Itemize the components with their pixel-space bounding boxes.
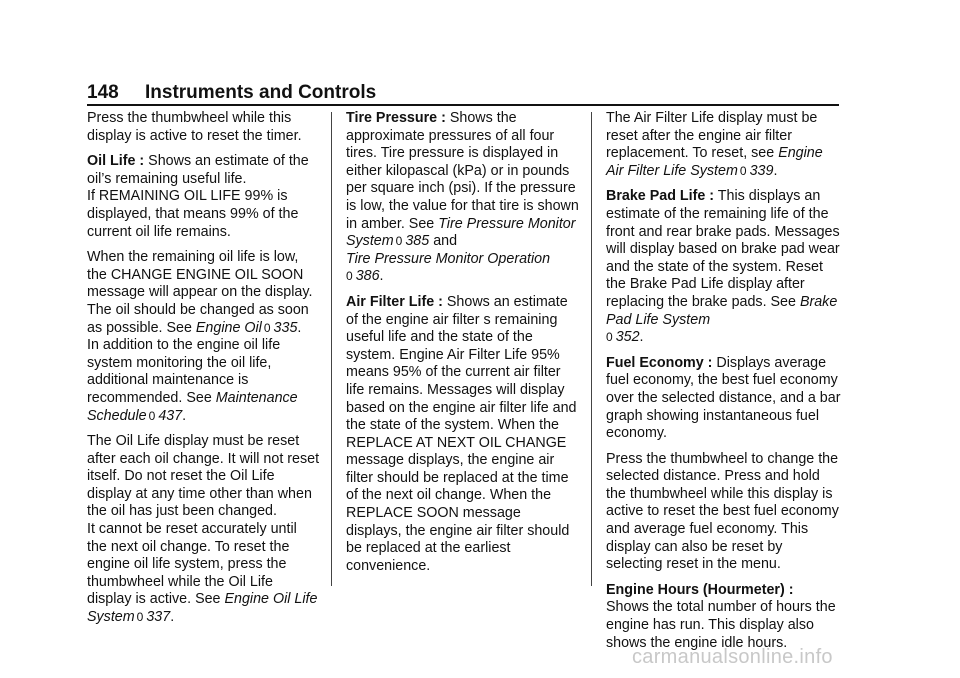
column-2 xyxy=(346,110,579,583)
header-rule xyxy=(87,104,839,106)
column-3 xyxy=(606,110,842,660)
page-reference-icon: 0 xyxy=(263,320,271,335)
paragraph: When the remaining oil life is low, the CHANGE ENGINE OIL SOON message will appear on the display. The oil should be changed as soon as possible. See Engine Oil 0 335. xyxy=(87,249,313,336)
page-reference-icon: 0 xyxy=(136,610,144,625)
page-header xyxy=(87,82,839,104)
paragraph: If REMAINING OIL LIFE 99% is displayed, that means 99% of the current oil life remains. xyxy=(87,188,299,240)
page-reference-number[interactable]: 337 xyxy=(146,609,171,626)
page-reference-icon: 0 xyxy=(606,330,613,345)
term-brake-pad-life: Brake Pad Life : xyxy=(606,188,715,205)
page-reference-icon: 0 xyxy=(346,269,353,284)
page-reference-number[interactable]: 437 xyxy=(158,407,183,424)
cross-reference-link[interactable]: Tire Pressure Monitor Operation xyxy=(346,250,551,267)
page-reference-icon: 0 xyxy=(395,234,403,249)
section-title: Instruments and Controls xyxy=(145,82,377,103)
page-reference-number[interactable]: 339 xyxy=(749,162,774,179)
column-1 xyxy=(87,110,320,635)
paragraph: In addition to the engine oil life system monitoring the oil life, additional maintenance is recommended. See Maintenance Schedule 0 437. xyxy=(87,337,298,424)
tire-pressure-entry: Tire Pressure : Shows the approximate pressures of all four tires. Tire pressure is displayed in either kilopascal (kPa) or in pounds per square inch (psi). If the pressure is low, the value for that tire is shown in amber. See Tire Pressure Monitor System 0 385 and Tire Pressure Monitor Operation 0 386. xyxy=(346,110,579,285)
brake-pad-life-entry: Brake Pad Life : This displays an estimate of the remaining life of the front and rear brake pads. Messages will display based on brake pad wear and the state of the system. Reset the Brake Pad Life display after replacing the brake pads. See Brake Pad Life System 0 352. xyxy=(606,188,840,346)
cross-reference-link[interactable]: Tire Pressure Monitor System xyxy=(346,215,576,250)
oil-life-entry: Oil Life : Shows an estimate of the oil’s remaining useful life. xyxy=(87,153,309,187)
column-divider xyxy=(331,112,332,586)
column-divider xyxy=(591,112,592,586)
fuel-economy-entry: Fuel Economy : Displays average fuel economy, the best fuel economy over the selected distance, and a bar graph showing instantaneous fuel economy. xyxy=(606,354,841,442)
watermark: carmanualsonline.info xyxy=(632,646,833,668)
cross-reference-link[interactable]: Engine Oil xyxy=(195,319,262,336)
paragraph: The Oil Life display must be reset after each oil change. It will not reset itself. Do not reset the Oil Life display at any time other than when the oil has just been changed. xyxy=(87,433,320,520)
paragraph: The Air Filter Life display must be reset after the engine air filter replacement. To reset, see Engine Air Filter Life System 0 339. xyxy=(606,110,823,179)
paragraph: Press the thumbwheel while this display is active to reset the timer. xyxy=(87,110,302,144)
cross-reference-link[interactable]: Engine Oil Life System xyxy=(87,591,318,626)
paragraph: Press the thumbwheel to change the selected distance. Press and hold the thumbwheel while this display is active to reset the best fuel economy and average fuel economy. This display can also be reset by selecting reset in the menu. xyxy=(606,450,839,573)
page-reference-icon: 0 xyxy=(148,408,156,423)
term-fuel-economy: Fuel Economy : xyxy=(606,354,713,371)
page-number: 148 xyxy=(87,82,119,103)
term-air-filter-life: Air Filter Life : xyxy=(346,293,443,310)
air-filter-life-entry: Air Filter Life : Shows an estimate of the engine air filter s remaining useful life and the state of the system. Engine Air Filter Life 95% means 95% of the current air filter life remains. Messages will display based on the engine air filter life and the state of the system. When the REPLACE AT NEXT OIL CHANGE message displays, the engine air filter should be replaced at the time of the next oil change. When the REPLACE SOON message displays, the engine air filter should be replaced at the earliest convenience. xyxy=(346,293,577,574)
term-tire-pressure: Tire Pressure : xyxy=(346,110,446,126)
page-reference-number[interactable]: 386 xyxy=(355,268,380,285)
page-reference-icon: 0 xyxy=(739,163,747,178)
cross-reference-link[interactable]: Engine Air Filter Life System xyxy=(606,145,823,179)
page-reference-number[interactable]: 352 xyxy=(615,329,640,346)
page-reference-number[interactable]: 385 xyxy=(405,233,430,250)
paragraph: It cannot be reset accurately until the next oil change. To reset the engine oil life system, press the thumbwheel while the Oil Life display is active. See Engine Oil Life System 0 337. xyxy=(87,521,318,626)
cross-reference-link[interactable]: Brake Pad Life System xyxy=(606,293,838,328)
term-oil-life: Oil Life : xyxy=(87,153,145,170)
engine-hours-entry: Engine Hours (Hourmeter) : Shows the total number of hours the engine has run. This display also shows the engine idle hours. xyxy=(606,581,836,651)
page-reference-number[interactable]: 335 xyxy=(273,319,298,336)
term-engine-hours: Engine Hours (Hourmeter) : xyxy=(606,581,794,598)
cross-reference-link[interactable]: Maintenance Schedule xyxy=(87,389,298,424)
